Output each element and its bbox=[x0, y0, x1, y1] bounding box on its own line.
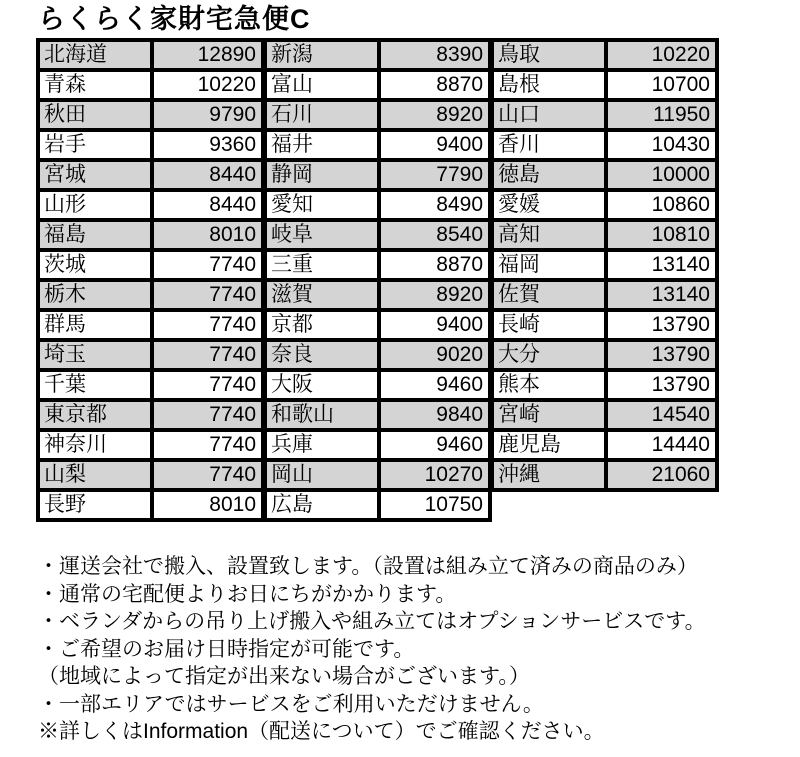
prefecture-cell: 熊本 bbox=[492, 370, 606, 400]
prefecture-cell: 佐賀 bbox=[492, 280, 606, 310]
prefecture-cell: 福岡 bbox=[492, 250, 606, 280]
table-row bbox=[492, 40, 717, 70]
table-row bbox=[38, 310, 263, 340]
note-line: ※詳しくはInformation（配送について）でご確認ください。 bbox=[38, 720, 605, 743]
price-cell: 9020 bbox=[379, 340, 490, 370]
table-row bbox=[38, 40, 263, 70]
table-row bbox=[38, 430, 263, 460]
prefecture-cell: 大阪 bbox=[265, 370, 379, 400]
price-cell: 14440 bbox=[606, 430, 717, 460]
price-cell: 8870 bbox=[379, 70, 490, 100]
price-cell: 9400 bbox=[379, 130, 490, 160]
table-row bbox=[38, 130, 263, 160]
price-cell: 9460 bbox=[379, 430, 490, 460]
prefecture-cell: 岩手 bbox=[38, 130, 152, 160]
table-row bbox=[265, 190, 490, 220]
prefecture-cell: 広島 bbox=[265, 490, 379, 520]
table-row bbox=[265, 250, 490, 280]
table-row bbox=[265, 310, 490, 340]
table-row bbox=[38, 100, 263, 130]
price-cell: 9840 bbox=[379, 400, 490, 430]
table-row bbox=[492, 310, 717, 340]
price-cell: 7740 bbox=[152, 430, 263, 460]
table-row bbox=[265, 40, 490, 70]
table-row bbox=[265, 100, 490, 130]
prefecture-cell: 鳥取 bbox=[492, 40, 606, 70]
prefecture-cell: 香川 bbox=[492, 130, 606, 160]
prefecture-cell: 長崎 bbox=[492, 310, 606, 340]
table-row bbox=[38, 160, 263, 190]
notes bbox=[38, 553, 800, 746]
price-cell: 14540 bbox=[606, 400, 717, 430]
table-row bbox=[265, 400, 490, 430]
prefecture-cell: 山口 bbox=[492, 100, 606, 130]
table-row bbox=[265, 280, 490, 310]
table-row bbox=[492, 460, 717, 490]
note-line: ・一部エリアではサービスをご利用いただけません。 bbox=[38, 692, 544, 716]
note-line: （地域によって指定が出来ない場合がございます。） bbox=[38, 665, 530, 688]
fee-table-group-1 bbox=[36, 38, 265, 522]
price-cell: 8390 bbox=[379, 40, 490, 70]
table-row bbox=[265, 430, 490, 460]
prefecture-cell: 奈良 bbox=[265, 340, 379, 370]
table-row bbox=[38, 460, 263, 490]
table-row bbox=[492, 430, 717, 460]
table-row bbox=[38, 340, 263, 370]
price-cell: 10270 bbox=[379, 460, 490, 490]
prefecture-cell: 長野 bbox=[38, 490, 152, 520]
table-row bbox=[265, 160, 490, 190]
price-cell: 8010 bbox=[152, 220, 263, 250]
prefecture-cell: 大分 bbox=[492, 340, 606, 370]
prefecture-cell: 高知 bbox=[492, 220, 606, 250]
table-row bbox=[265, 220, 490, 250]
table-row bbox=[265, 370, 490, 400]
table-row bbox=[38, 490, 263, 520]
prefecture-cell: 新潟 bbox=[265, 40, 379, 70]
price-cell: 13140 bbox=[606, 280, 717, 310]
shipping-fee-tables bbox=[36, 38, 800, 522]
note-line: ・ベランダからの吊り上げ搬入や組み立てはオプションサービスです。 bbox=[38, 610, 706, 633]
table-row bbox=[265, 130, 490, 160]
table-row bbox=[38, 190, 263, 220]
price-cell: 9360 bbox=[152, 130, 263, 160]
prefecture-cell: 愛媛 bbox=[492, 190, 606, 220]
prefecture-cell: 岐阜 bbox=[265, 220, 379, 250]
fee-table-group-2 bbox=[263, 38, 492, 522]
prefecture-cell: 徳島 bbox=[492, 160, 606, 190]
price-cell: 10220 bbox=[606, 40, 717, 70]
price-cell: 7740 bbox=[152, 460, 263, 490]
prefecture-cell: 栃木 bbox=[38, 280, 152, 310]
prefecture-cell: 愛知 bbox=[265, 190, 379, 220]
prefecture-cell: 石川 bbox=[265, 100, 379, 130]
table-row bbox=[492, 340, 717, 370]
prefecture-cell: 秋田 bbox=[38, 100, 152, 130]
prefecture-cell: 山梨 bbox=[38, 460, 152, 490]
price-cell: 8920 bbox=[379, 100, 490, 130]
prefecture-cell: 東京都 bbox=[38, 400, 152, 430]
price-cell: 13790 bbox=[606, 310, 717, 340]
price-cell: 8010 bbox=[152, 490, 263, 520]
price-cell: 10430 bbox=[606, 130, 717, 160]
note-line: ・ご希望のお届け日時指定が可能です。 bbox=[38, 637, 415, 661]
table-row bbox=[492, 160, 717, 190]
table-row bbox=[492, 190, 717, 220]
prefecture-cell: 神奈川 bbox=[38, 430, 152, 460]
price-cell: 7740 bbox=[152, 280, 263, 310]
price-cell: 13790 bbox=[606, 370, 717, 400]
table-row bbox=[492, 250, 717, 280]
table-row bbox=[265, 490, 490, 520]
price-cell: 9400 bbox=[379, 310, 490, 340]
prefecture-cell: 福島 bbox=[38, 220, 152, 250]
prefecture-cell: 茨城 bbox=[38, 250, 152, 280]
prefecture-cell: 三重 bbox=[265, 250, 379, 280]
table-row bbox=[492, 220, 717, 250]
prefecture-cell: 山形 bbox=[38, 190, 152, 220]
price-cell: 10220 bbox=[152, 70, 263, 100]
prefecture-cell: 和歌山 bbox=[265, 400, 379, 430]
table-row bbox=[38, 280, 263, 310]
table-row bbox=[492, 280, 717, 310]
price-cell: 13790 bbox=[606, 340, 717, 370]
fee-table-group-3 bbox=[490, 38, 719, 492]
prefecture-cell: 北海道 bbox=[38, 40, 152, 70]
prefecture-cell: 福井 bbox=[265, 130, 379, 160]
note-line: ・通常の宅配便よりお日にちがかかります。 bbox=[38, 582, 457, 606]
price-cell: 8920 bbox=[379, 280, 490, 310]
prefecture-cell: 沖縄 bbox=[492, 460, 606, 490]
table-row bbox=[38, 250, 263, 280]
prefecture-cell: 滋賀 bbox=[265, 280, 379, 310]
price-cell: 8440 bbox=[152, 160, 263, 190]
price-cell: 10860 bbox=[606, 190, 717, 220]
prefecture-cell: 静岡 bbox=[265, 160, 379, 190]
price-cell: 21060 bbox=[606, 460, 717, 490]
price-cell: 9460 bbox=[379, 370, 490, 400]
prefecture-cell: 富山 bbox=[265, 70, 379, 100]
price-cell: 11950 bbox=[606, 100, 717, 130]
table-row bbox=[492, 70, 717, 100]
note-line: ・運送会社で搬入、設置致します。（設置は組み立て済みの商品のみ） bbox=[38, 555, 698, 578]
price-cell: 8870 bbox=[379, 250, 490, 280]
table-row bbox=[492, 370, 717, 400]
price-cell: 7740 bbox=[152, 250, 263, 280]
prefecture-cell: 鹿児島 bbox=[492, 430, 606, 460]
price-cell: 10810 bbox=[606, 220, 717, 250]
price-cell: 8540 bbox=[379, 220, 490, 250]
prefecture-cell: 青森 bbox=[38, 70, 152, 100]
price-cell: 9790 bbox=[152, 100, 263, 130]
price-cell: 10700 bbox=[606, 70, 717, 100]
prefecture-cell: 島根 bbox=[492, 70, 606, 100]
prefecture-cell: 千葉 bbox=[38, 370, 152, 400]
price-cell: 13140 bbox=[606, 250, 717, 280]
table-row bbox=[38, 220, 263, 250]
prefecture-cell: 群馬 bbox=[38, 310, 152, 340]
price-cell: 10000 bbox=[606, 160, 717, 190]
table-row bbox=[38, 400, 263, 430]
prefecture-cell: 兵庫 bbox=[265, 430, 379, 460]
prefecture-cell: 埼玉 bbox=[38, 340, 152, 370]
price-cell: 10750 bbox=[379, 490, 490, 520]
price-cell: 7790 bbox=[379, 160, 490, 190]
prefecture-cell: 宮城 bbox=[38, 160, 152, 190]
table-row bbox=[492, 100, 717, 130]
price-cell: 7740 bbox=[152, 370, 263, 400]
price-cell: 8490 bbox=[379, 190, 490, 220]
price-cell: 12890 bbox=[152, 40, 263, 70]
prefecture-cell: 岡山 bbox=[265, 460, 379, 490]
table-row bbox=[265, 460, 490, 490]
table-row bbox=[492, 130, 717, 160]
page-title: らくらく家財宅急便C bbox=[38, 4, 311, 34]
prefecture-cell: 京都 bbox=[265, 310, 379, 340]
price-cell: 7740 bbox=[152, 340, 263, 370]
table-row bbox=[38, 70, 263, 100]
price-cell: 8440 bbox=[152, 190, 263, 220]
prefecture-cell: 宮崎 bbox=[492, 400, 606, 430]
price-cell: 7740 bbox=[152, 310, 263, 340]
price-cell: 7740 bbox=[152, 400, 263, 430]
table-row bbox=[492, 400, 717, 430]
table-row bbox=[265, 340, 490, 370]
table-row bbox=[265, 70, 490, 100]
table-row bbox=[38, 370, 263, 400]
